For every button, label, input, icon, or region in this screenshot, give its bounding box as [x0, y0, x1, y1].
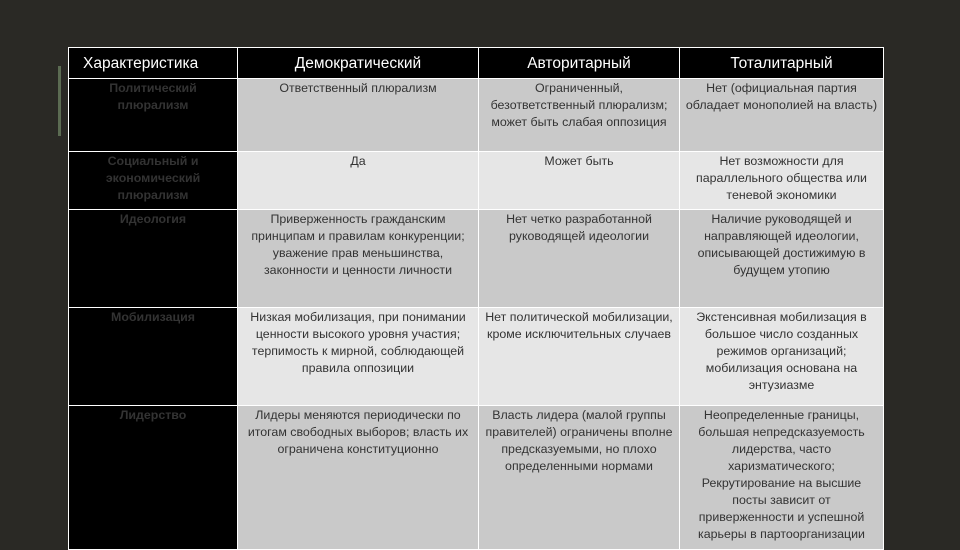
- table-row: [69, 210, 884, 308]
- cell-authoritarian: Власть лидера (малой группы правителей) ограничены вполне предсказуемыми, но плохо определенными нормами: [479, 406, 680, 550]
- cell-democratic: Лидеры меняются периодически по итогам свободных выборов; власть их ограничена конституционно: [238, 406, 479, 550]
- header-row: [69, 48, 884, 79]
- cell-authoritarian: Нет четко разработанной руководящей идеологии: [479, 210, 680, 308]
- table-row: [69, 152, 884, 210]
- row-label: Политический плюрализм: [69, 79, 238, 152]
- table-row: [69, 79, 884, 152]
- row-label: Идеология: [69, 210, 238, 308]
- cell-totalitarian: Нет возможности для параллельного общества или теневой экономики: [680, 152, 884, 210]
- table-row: [69, 406, 884, 550]
- decorative-accent-line: [58, 66, 61, 136]
- cell-totalitarian: Наличие руководящей и направляющей идеологии, описывающей достижимую в будущем утопию: [680, 210, 884, 308]
- cell-totalitarian: Нет (официальная партия обладает монополией на власть): [680, 79, 884, 152]
- header-totalitarian: Тоталитарный: [680, 48, 884, 79]
- header-democratic: Демократический: [238, 48, 479, 79]
- cell-democratic: Низкая мобилизация, при понимании ценности высокого уровня участия; терпимость к мирной, соблюдающей правила оппозиции: [238, 308, 479, 406]
- cell-democratic: Ответственный плюрализм: [238, 79, 479, 152]
- cell-authoritarian: Ограниченный, безответственный плюрализм; может быть слабая оппозиция: [479, 79, 680, 152]
- row-label: Лидерство: [69, 406, 238, 550]
- cell-totalitarian: Неопределенные границы, большая непредсказуемость лидерства, часто харизматического; Рекрутирование на высшие посты зависит от приверженности и успешной карьеры в партоорганизации: [680, 406, 884, 550]
- row-label: Мобилизация: [69, 308, 238, 406]
- row-label: Социальный и экономический плюрализм: [69, 152, 238, 210]
- table-row: [69, 308, 884, 406]
- header-characteristic: Характеристика: [69, 48, 238, 79]
- cell-democratic: Приверженность гражданским принципам и правилам конкуренции; уважение прав меньшинства, законности и ценности личности: [238, 210, 479, 308]
- cell-authoritarian: Может быть: [479, 152, 680, 210]
- cell-authoritarian: Нет политической мобилизации, кроме исключительных случаев: [479, 308, 680, 406]
- header-authoritarian: Авторитарный: [479, 48, 680, 79]
- regime-comparison-table: [68, 47, 884, 550]
- cell-totalitarian: Экстенсивная мобилизация в большое число созданных режимов организаций; мобилизация основана на энтузиазме: [680, 308, 884, 406]
- cell-democratic: Да: [238, 152, 479, 210]
